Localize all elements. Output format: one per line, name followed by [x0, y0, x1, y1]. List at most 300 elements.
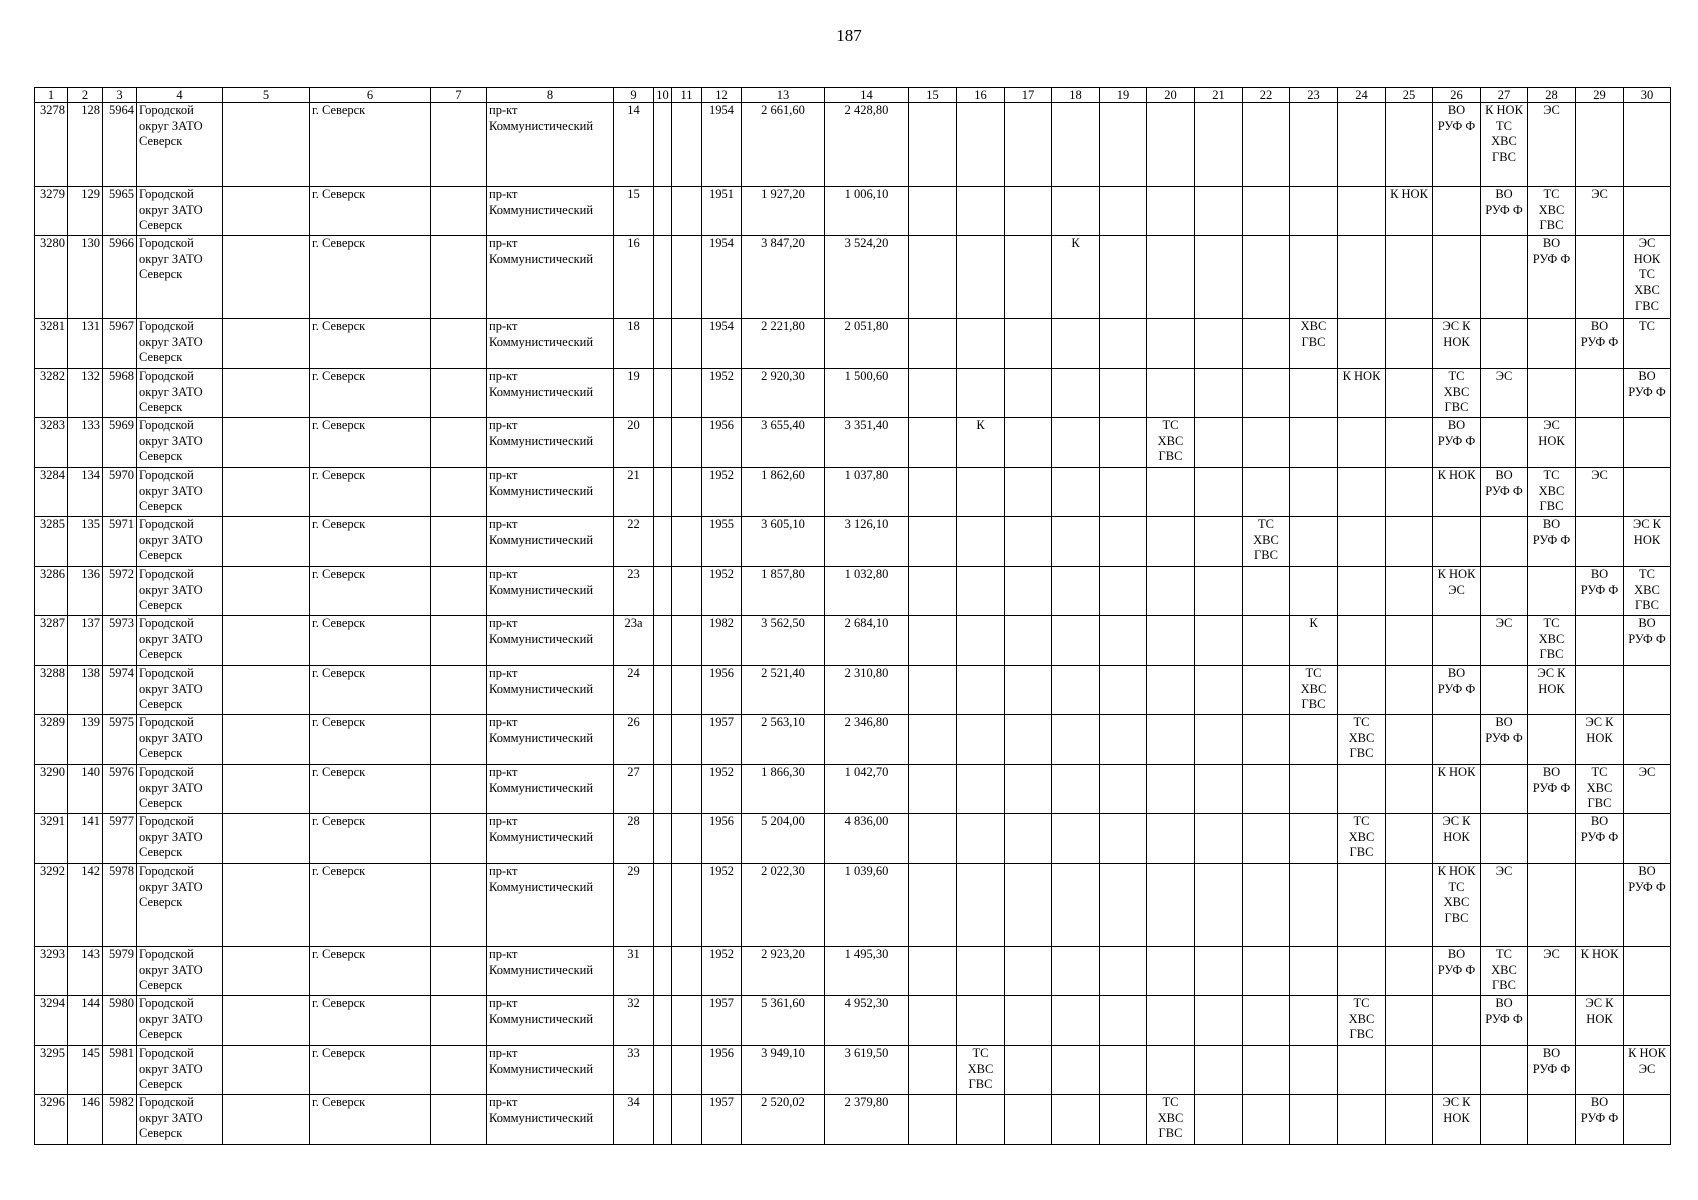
cell-col-20 — [1147, 715, 1195, 765]
cell-col-23: ТС ХВС ГВС — [1290, 666, 1338, 715]
cell-col-12: 1955 — [702, 517, 742, 567]
cell-col-27 — [1481, 814, 1528, 864]
cell-col-20 — [1147, 814, 1195, 864]
cell-col-14: 2 051,80 — [825, 319, 909, 369]
table-row — [35, 947, 1671, 996]
cell-col-25 — [1386, 814, 1433, 864]
cell-col-13: 1 866,30 — [742, 765, 825, 814]
cell-col-16 — [957, 369, 1005, 418]
cell-col-8: пр-кт Коммунистический — [487, 996, 614, 1046]
cell-col-9: 23а — [614, 616, 654, 666]
cell-col-19 — [1100, 947, 1147, 996]
cell-col-28 — [1528, 567, 1576, 616]
cell-col-5 — [223, 517, 310, 567]
cell-col-6: г. Северск — [310, 715, 431, 765]
cell-col-2: 129 — [68, 187, 103, 236]
cell-col-7 — [431, 567, 487, 616]
cell-col-16 — [957, 616, 1005, 666]
cell-col-23: К — [1290, 616, 1338, 666]
cell-col-25 — [1386, 103, 1433, 187]
cell-col-11 — [672, 1095, 702, 1145]
cell-col-3: 5980 — [103, 996, 137, 1046]
cell-col-15 — [909, 814, 957, 864]
cell-col-14: 4 952,30 — [825, 996, 909, 1046]
cell-col-20 — [1147, 369, 1195, 418]
cell-col-3: 5972 — [103, 567, 137, 616]
cell-col-26: ВО РУФ Ф — [1433, 947, 1481, 996]
cell-col-13: 1 927,20 — [742, 187, 825, 236]
cell-col-27 — [1481, 765, 1528, 814]
cell-col-2: 146 — [68, 1095, 103, 1145]
cell-col-17 — [1005, 864, 1052, 947]
cell-col-3: 5967 — [103, 319, 137, 369]
column-header-11: 11 — [672, 88, 702, 103]
cell-col-30 — [1624, 187, 1671, 236]
cell-col-5 — [223, 468, 310, 517]
cell-col-8: пр-кт Коммунистический — [487, 567, 614, 616]
cell-col-23 — [1290, 187, 1338, 236]
column-header-30: 30 — [1624, 88, 1671, 103]
cell-col-27 — [1481, 517, 1528, 567]
cell-col-9: 15 — [614, 187, 654, 236]
cell-col-21 — [1195, 947, 1243, 996]
cell-col-25 — [1386, 765, 1433, 814]
cell-col-17 — [1005, 1095, 1052, 1145]
cell-col-25 — [1386, 666, 1433, 715]
cell-col-20: ТС ХВС ГВС — [1147, 418, 1195, 468]
cell-col-16 — [957, 996, 1005, 1046]
cell-col-5 — [223, 418, 310, 468]
cell-col-1: 3287 — [35, 616, 68, 666]
column-header-20: 20 — [1147, 88, 1195, 103]
cell-col-3: 5978 — [103, 864, 137, 947]
cell-col-24 — [1338, 666, 1386, 715]
cell-col-22 — [1243, 996, 1290, 1046]
cell-col-10 — [654, 996, 672, 1046]
cell-col-30 — [1624, 666, 1671, 715]
cell-col-26 — [1433, 1046, 1481, 1095]
cell-col-18 — [1052, 103, 1100, 187]
cell-col-24 — [1338, 1095, 1386, 1145]
cell-col-28: ВО РУФ Ф — [1528, 765, 1576, 814]
cell-col-9: 29 — [614, 864, 654, 947]
cell-col-12: 1954 — [702, 236, 742, 319]
cell-col-3: 5964 — [103, 103, 137, 187]
cell-col-21 — [1195, 468, 1243, 517]
cell-col-27: ЭС — [1481, 616, 1528, 666]
cell-col-12: 1952 — [702, 947, 742, 996]
cell-col-6: г. Северск — [310, 814, 431, 864]
cell-col-8: пр-кт Коммунистический — [487, 319, 614, 369]
cell-col-7 — [431, 1046, 487, 1095]
cell-col-19 — [1100, 765, 1147, 814]
cell-col-28: ТС ХВС ГВС — [1528, 468, 1576, 517]
cell-col-7 — [431, 517, 487, 567]
cell-col-22 — [1243, 1095, 1290, 1145]
column-header-23: 23 — [1290, 88, 1338, 103]
cell-col-21 — [1195, 715, 1243, 765]
cell-col-6: г. Северск — [310, 418, 431, 468]
cell-col-26: К НОК — [1433, 765, 1481, 814]
cell-col-20 — [1147, 187, 1195, 236]
cell-col-1: 3292 — [35, 864, 68, 947]
cell-col-1: 3285 — [35, 517, 68, 567]
cell-col-5 — [223, 947, 310, 996]
cell-col-5 — [223, 996, 310, 1046]
cell-col-14: 3 524,20 — [825, 236, 909, 319]
cell-col-17 — [1005, 369, 1052, 418]
cell-col-15 — [909, 715, 957, 765]
column-header-4: 4 — [137, 88, 223, 103]
cell-col-16 — [957, 814, 1005, 864]
cell-col-15 — [909, 418, 957, 468]
column-header-22: 22 — [1243, 88, 1290, 103]
cell-col-18: К — [1052, 236, 1100, 319]
cell-col-10 — [654, 864, 672, 947]
cell-col-22 — [1243, 864, 1290, 947]
cell-col-12: 1956 — [702, 1046, 742, 1095]
cell-col-23 — [1290, 1046, 1338, 1095]
table-row — [35, 666, 1671, 715]
cell-col-5 — [223, 864, 310, 947]
cell-col-16 — [957, 567, 1005, 616]
cell-col-27 — [1481, 418, 1528, 468]
cell-col-7 — [431, 187, 487, 236]
cell-col-11 — [672, 864, 702, 947]
cell-col-21 — [1195, 864, 1243, 947]
cell-col-17 — [1005, 187, 1052, 236]
cell-col-18 — [1052, 567, 1100, 616]
cell-col-9: 19 — [614, 369, 654, 418]
cell-col-11 — [672, 187, 702, 236]
column-header-14: 14 — [825, 88, 909, 103]
cell-col-24 — [1338, 765, 1386, 814]
cell-col-9: 31 — [614, 947, 654, 996]
cell-col-11 — [672, 715, 702, 765]
cell-col-15 — [909, 864, 957, 947]
cell-col-29 — [1576, 1046, 1624, 1095]
cell-col-4: Городской округ ЗАТО Северск — [137, 715, 223, 765]
column-header-13: 13 — [742, 88, 825, 103]
cell-col-5 — [223, 567, 310, 616]
cell-col-22 — [1243, 567, 1290, 616]
cell-col-14: 3 126,10 — [825, 517, 909, 567]
cell-col-1: 3282 — [35, 369, 68, 418]
cell-col-12: 1957 — [702, 715, 742, 765]
cell-col-23 — [1290, 418, 1338, 468]
cell-col-3: 5982 — [103, 1095, 137, 1145]
cell-col-4: Городской округ ЗАТО Северск — [137, 517, 223, 567]
cell-col-2: 131 — [68, 319, 103, 369]
cell-col-12: 1956 — [702, 418, 742, 468]
cell-col-10 — [654, 765, 672, 814]
cell-col-23 — [1290, 996, 1338, 1046]
cell-col-3: 5969 — [103, 418, 137, 468]
table-row — [35, 715, 1671, 765]
cell-col-4: Городской округ ЗАТО Северск — [137, 418, 223, 468]
cell-col-16 — [957, 864, 1005, 947]
cell-col-18 — [1052, 369, 1100, 418]
cell-col-26 — [1433, 616, 1481, 666]
cell-col-22 — [1243, 616, 1290, 666]
table-row — [35, 1046, 1671, 1095]
cell-col-28 — [1528, 996, 1576, 1046]
cell-col-9: 34 — [614, 1095, 654, 1145]
cell-col-13: 1 862,60 — [742, 468, 825, 517]
cell-col-24 — [1338, 103, 1386, 187]
cell-col-9: 21 — [614, 468, 654, 517]
cell-col-16 — [957, 319, 1005, 369]
cell-col-1: 3281 — [35, 319, 68, 369]
cell-col-7 — [431, 947, 487, 996]
cell-col-22 — [1243, 666, 1290, 715]
cell-col-6: г. Северск — [310, 319, 431, 369]
cell-col-18 — [1052, 864, 1100, 947]
cell-col-13: 5 204,00 — [742, 814, 825, 864]
cell-col-13: 2 923,20 — [742, 947, 825, 996]
cell-col-16 — [957, 1095, 1005, 1145]
cell-col-28 — [1528, 319, 1576, 369]
cell-col-7 — [431, 765, 487, 814]
cell-col-27: ВО РУФ Ф — [1481, 187, 1528, 236]
cell-col-4: Городской округ ЗАТО Северск — [137, 236, 223, 319]
cell-col-7 — [431, 1095, 487, 1145]
cell-col-9: 27 — [614, 765, 654, 814]
cell-col-30 — [1624, 103, 1671, 187]
cell-col-18 — [1052, 814, 1100, 864]
cell-col-14: 2 684,10 — [825, 616, 909, 666]
cell-col-20 — [1147, 1046, 1195, 1095]
cell-col-14: 1 037,80 — [825, 468, 909, 517]
cell-col-5 — [223, 666, 310, 715]
cell-col-23 — [1290, 765, 1338, 814]
column-header-21: 21 — [1195, 88, 1243, 103]
cell-col-2: 141 — [68, 814, 103, 864]
table-row — [35, 369, 1671, 418]
cell-col-17 — [1005, 715, 1052, 765]
cell-col-15 — [909, 319, 957, 369]
cell-col-14: 3 351,40 — [825, 418, 909, 468]
cell-col-12: 1952 — [702, 369, 742, 418]
cell-col-29: К НОК — [1576, 947, 1624, 996]
cell-col-6: г. Северск — [310, 996, 431, 1046]
cell-col-21 — [1195, 103, 1243, 187]
cell-col-8: пр-кт Коммунистический — [487, 187, 614, 236]
table-row — [35, 814, 1671, 864]
cell-col-5 — [223, 1046, 310, 1095]
cell-col-26: К НОК ТС ХВС ГВС — [1433, 864, 1481, 947]
cell-col-10 — [654, 187, 672, 236]
cell-col-29: ВО РУФ Ф — [1576, 1095, 1624, 1145]
column-header-28: 28 — [1528, 88, 1576, 103]
cell-col-1: 3288 — [35, 666, 68, 715]
cell-col-17 — [1005, 236, 1052, 319]
cell-col-16 — [957, 666, 1005, 715]
cell-col-10 — [654, 517, 672, 567]
cell-col-15 — [909, 1046, 957, 1095]
cell-col-2: 136 — [68, 567, 103, 616]
cell-col-21 — [1195, 765, 1243, 814]
column-header-27: 27 — [1481, 88, 1528, 103]
cell-col-13: 2 521,40 — [742, 666, 825, 715]
cell-col-14: 4 836,00 — [825, 814, 909, 864]
cell-col-8: пр-кт Коммунистический — [487, 468, 614, 517]
cell-col-8: пр-кт Коммунистический — [487, 517, 614, 567]
cell-col-28: ВО РУФ Ф — [1528, 1046, 1576, 1095]
cell-col-11 — [672, 369, 702, 418]
cell-col-23 — [1290, 567, 1338, 616]
cell-col-22 — [1243, 103, 1290, 187]
cell-col-26 — [1433, 715, 1481, 765]
cell-col-3: 5970 — [103, 468, 137, 517]
cell-col-18 — [1052, 616, 1100, 666]
cell-col-29: ЭС К НОК — [1576, 996, 1624, 1046]
cell-col-10 — [654, 418, 672, 468]
cell-col-13: 3 949,10 — [742, 1046, 825, 1095]
cell-col-21 — [1195, 814, 1243, 864]
table-row — [35, 103, 1671, 187]
cell-col-2: 143 — [68, 947, 103, 996]
cell-col-30 — [1624, 996, 1671, 1046]
cell-col-14: 3 619,50 — [825, 1046, 909, 1095]
cell-col-13: 3 605,10 — [742, 517, 825, 567]
column-header-5: 5 — [223, 88, 310, 103]
cell-col-25 — [1386, 468, 1433, 517]
cell-col-4: Городской округ ЗАТО Северск — [137, 616, 223, 666]
cell-col-17 — [1005, 765, 1052, 814]
cell-col-12: 1954 — [702, 319, 742, 369]
cell-col-3: 5971 — [103, 517, 137, 567]
cell-col-26 — [1433, 517, 1481, 567]
cell-col-30 — [1624, 418, 1671, 468]
cell-col-23 — [1290, 236, 1338, 319]
cell-col-19 — [1100, 666, 1147, 715]
cell-col-30: ВО РУФ Ф — [1624, 864, 1671, 947]
cell-col-13: 3 847,20 — [742, 236, 825, 319]
cell-col-3: 5979 — [103, 947, 137, 996]
cell-col-3: 5974 — [103, 666, 137, 715]
cell-col-17 — [1005, 103, 1052, 187]
cell-col-15 — [909, 666, 957, 715]
cell-col-15 — [909, 947, 957, 996]
cell-col-16: К — [957, 418, 1005, 468]
cell-col-4: Городской округ ЗАТО Северск — [137, 187, 223, 236]
cell-col-29: ВО РУФ Ф — [1576, 814, 1624, 864]
cell-col-25 — [1386, 517, 1433, 567]
cell-col-24 — [1338, 947, 1386, 996]
cell-col-20 — [1147, 567, 1195, 616]
cell-col-12: 1952 — [702, 567, 742, 616]
cell-col-3: 5968 — [103, 369, 137, 418]
cell-col-28: ТС ХВС ГВС — [1528, 616, 1576, 666]
cell-col-19 — [1100, 236, 1147, 319]
cell-col-14: 1 006,10 — [825, 187, 909, 236]
cell-col-21 — [1195, 517, 1243, 567]
cell-col-22 — [1243, 468, 1290, 517]
column-header-17: 17 — [1005, 88, 1052, 103]
column-header-10: 10 — [654, 88, 672, 103]
cell-col-6: г. Северск — [310, 517, 431, 567]
cell-col-19 — [1100, 715, 1147, 765]
cell-col-1: 3289 — [35, 715, 68, 765]
cell-col-29 — [1576, 236, 1624, 319]
cell-col-30: ЭС — [1624, 765, 1671, 814]
cell-col-8: пр-кт Коммунистический — [487, 947, 614, 996]
cell-col-6: г. Северск — [310, 236, 431, 319]
cell-col-25 — [1386, 418, 1433, 468]
cell-col-1: 3279 — [35, 187, 68, 236]
cell-col-18 — [1052, 468, 1100, 517]
cell-col-4: Городской округ ЗАТО Северск — [137, 666, 223, 715]
cell-col-9: 33 — [614, 1046, 654, 1095]
table-row — [35, 996, 1671, 1046]
cell-col-8: пр-кт Коммунистический — [487, 236, 614, 319]
cell-col-6: г. Северск — [310, 187, 431, 236]
cell-col-21 — [1195, 236, 1243, 319]
cell-col-4: Городской округ ЗАТО Северск — [137, 765, 223, 814]
cell-col-20 — [1147, 996, 1195, 1046]
cell-col-28: ЭС — [1528, 103, 1576, 187]
cell-col-1: 3284 — [35, 468, 68, 517]
cell-col-13: 3 655,40 — [742, 418, 825, 468]
cell-col-16 — [957, 236, 1005, 319]
cell-col-24 — [1338, 517, 1386, 567]
cell-col-22 — [1243, 814, 1290, 864]
cell-col-5 — [223, 187, 310, 236]
cell-col-8: пр-кт Коммунистический — [487, 1095, 614, 1145]
cell-col-20 — [1147, 666, 1195, 715]
cell-col-26 — [1433, 236, 1481, 319]
cell-col-20 — [1147, 947, 1195, 996]
cell-col-25 — [1386, 616, 1433, 666]
cell-col-30 — [1624, 947, 1671, 996]
cell-col-14: 2 428,80 — [825, 103, 909, 187]
cell-col-20 — [1147, 765, 1195, 814]
cell-col-5 — [223, 765, 310, 814]
cell-col-13: 2 563,10 — [742, 715, 825, 765]
cell-col-19 — [1100, 1095, 1147, 1145]
cell-col-26: ЭС К НОК — [1433, 1095, 1481, 1145]
cell-col-6: г. Северск — [310, 947, 431, 996]
cell-col-27: ВО РУФ Ф — [1481, 996, 1528, 1046]
cell-col-19 — [1100, 567, 1147, 616]
cell-col-11 — [672, 517, 702, 567]
cell-col-30 — [1624, 715, 1671, 765]
cell-col-9: 28 — [614, 814, 654, 864]
cell-col-4: Городской округ ЗАТО Северск — [137, 864, 223, 947]
cell-col-15 — [909, 468, 957, 517]
cell-col-15 — [909, 996, 957, 1046]
cell-col-23 — [1290, 468, 1338, 517]
cell-col-15 — [909, 369, 957, 418]
cell-col-13: 2 221,80 — [742, 319, 825, 369]
cell-col-22 — [1243, 236, 1290, 319]
cell-col-12: 1957 — [702, 996, 742, 1046]
cell-col-8: пр-кт Коммунистический — [487, 369, 614, 418]
cell-col-4: Городской округ ЗАТО Северск — [137, 1095, 223, 1145]
cell-col-21 — [1195, 319, 1243, 369]
cell-col-24: ТС ХВС ГВС — [1338, 814, 1386, 864]
cell-col-8: пр-кт Коммунистический — [487, 814, 614, 864]
cell-col-10 — [654, 1046, 672, 1095]
cell-col-14: 1 032,80 — [825, 567, 909, 616]
cell-col-2: 135 — [68, 517, 103, 567]
cell-col-11 — [672, 996, 702, 1046]
cell-col-28: ВО РУФ Ф — [1528, 236, 1576, 319]
cell-col-22 — [1243, 765, 1290, 814]
cell-col-10 — [654, 103, 672, 187]
cell-col-10 — [654, 236, 672, 319]
